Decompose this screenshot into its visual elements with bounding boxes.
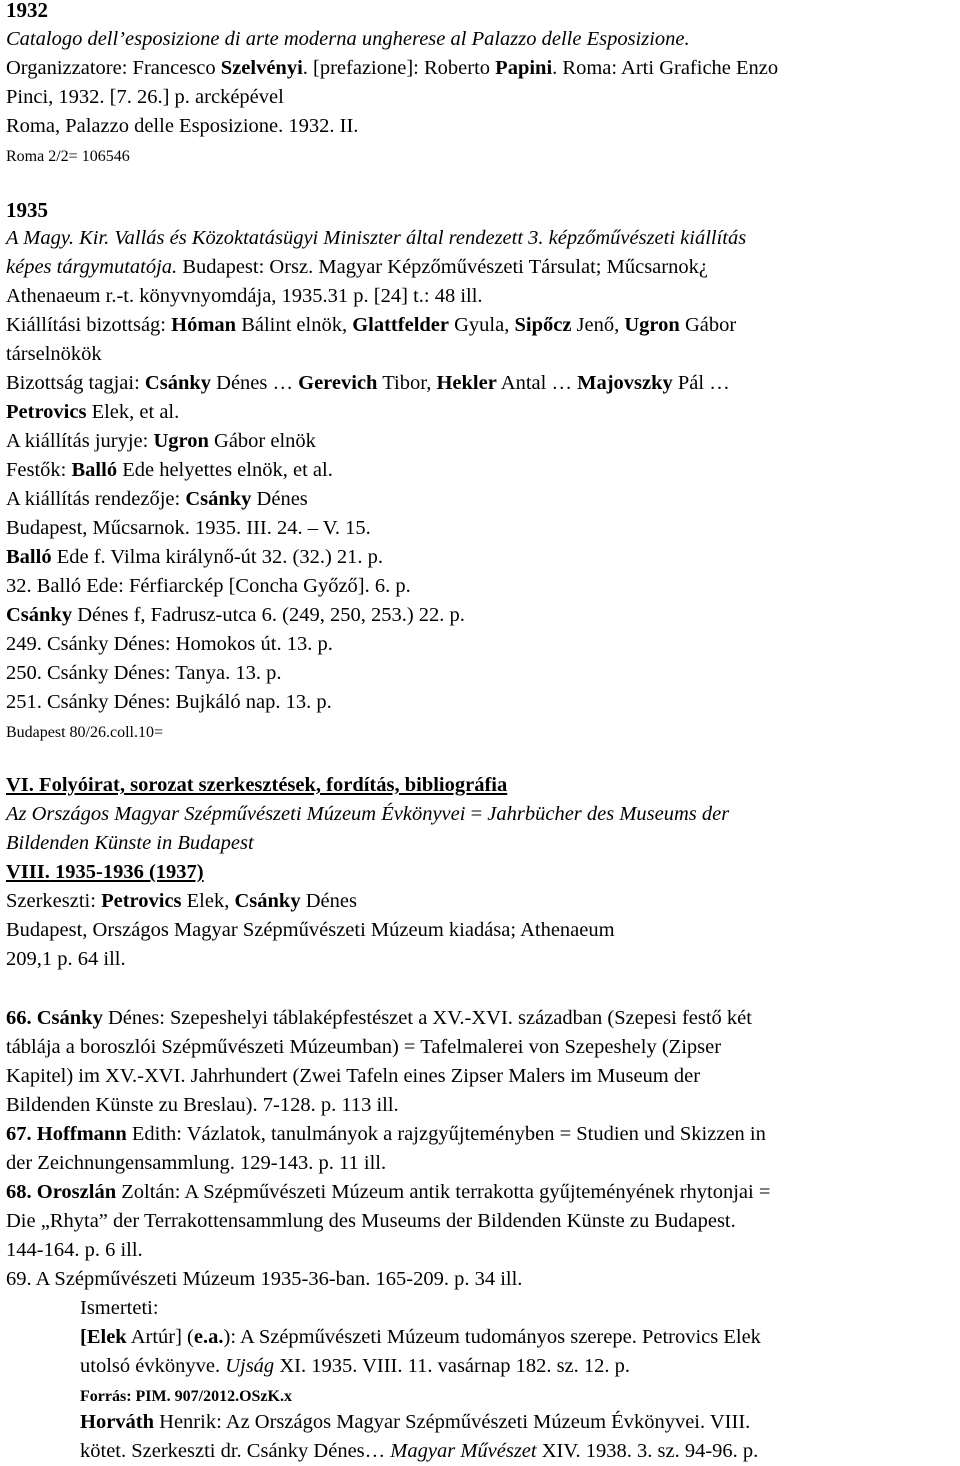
- article-66-cont: Kapitel) im XV.-XVI. Jahrhundert (Zwei Tafeln eines Zipser Malers im Museum der: [6, 1065, 701, 1087]
- article-68-cont: Die „Rhyta” der Terrakottensammlung des Museums der Bildenden Künste zu Budapest.: [6, 1210, 736, 1232]
- artwork-entry: 32. Balló Ede: Férfiarckép [Concha Győző]. 6. p.: [6, 575, 411, 597]
- venue-date-line: Budapest, Műcsarnok. 1935. III. 24. – V. 15.: [6, 517, 371, 539]
- article-67: 67. Hoffmann Edith: Vázlatok, tanulmányok a rajzgyűjteményben = Studien und Skizzen in: [6, 1123, 766, 1145]
- article-68-cont: 144-164. p. 6 ill.: [6, 1239, 143, 1261]
- members-line-cont: Petrovics Elek, et al.: [6, 401, 180, 423]
- committee-line-cont: társelnökök: [6, 343, 102, 365]
- imprint-line: Pinci, 1932. [7. 26.] p. arcképével: [6, 86, 284, 108]
- review-entry: Horváth Henrik: Az Országos Magyar Szépművészeti Múzeum Évkönyvei. VIII.: [80, 1411, 751, 1433]
- artwork-entry: 249. Csánky Dénes: Homokos út. 13. p.: [6, 633, 333, 655]
- publisher-line: Budapest, Országos Magyar Szépművészeti Múzeum kiadása; Athenaeum: [6, 919, 615, 941]
- imprint-line: Athenaeum r.-t. könyvnyomdája, 1935.31 p. [24] t.: 48 ill.: [6, 285, 483, 307]
- section-heading: VI. Folyóirat, sorozat szerkesztések, fordítás, bibliográfia: [6, 774, 508, 796]
- source-line: Forrás: PIM. 907/2012.OSzK.x: [80, 1388, 292, 1405]
- review-entry-cont: utolsó évkönyve. Ujság XI. 1935. VIII. 11. vasárnap 182. sz. 12. p.: [80, 1355, 631, 1377]
- review-label: Ismerteti:: [80, 1297, 159, 1319]
- exhibition-title-line-1: A Magy. Kir. Vallás és Közoktatásügyi Miniszter által rendezett 3. képzőművészeti kiállítás: [6, 227, 747, 249]
- artist-entry: Csánky Dénes f, Fadrusz-utca 6. (249, 250, 253.) 22. p.: [6, 604, 465, 626]
- review-entry-cont: kötet. Szerkeszti dr. Csánky Dénes… Magyar Művészet XIV. 1938. 3. sz. 94-96. p.: [80, 1440, 759, 1462]
- article-67-cont: der Zeichnungensammlung. 129-143. p. 11 ill.: [6, 1152, 387, 1174]
- volume-heading: VIII. 1935-1936 (1937): [6, 861, 204, 883]
- artist-entry: Balló Ede f. Vilma királynő-út 32. (32.) 21. p.: [6, 546, 384, 568]
- shelfmark-line: Budapest 80/26.coll.10=: [6, 724, 164, 741]
- article-69: 69. A Szépművészeti Múzeum 1935-36-ban. 165-209. p. 34 ill.: [6, 1268, 523, 1290]
- exhibition-title-line-2: képes tárgymutatója. Budapest: Orsz. Magyar Képzőművészeti Társulat; Műcsarnok¿: [6, 256, 708, 278]
- painters-line: Festők: Balló Ede helyettes elnök, et al.: [6, 459, 333, 481]
- year-heading-1932: 1932: [6, 0, 48, 22]
- members-line: Bizottság tagjai: Csánky Dénes … Gerevich Tibor, Hekler Antal … Majovszky Pál …: [6, 372, 730, 394]
- artwork-entry: 251. Csánky Dénes: Bujkáló nap. 13. p.: [6, 691, 332, 713]
- person-name: Papini: [495, 57, 553, 79]
- article-66-cont: Bildenden Künste zu Breslau). 7-128. p. 113 ill.: [6, 1094, 399, 1116]
- review-entry: [Elek Artúr] (e.a.): A Szépművészeti Múzeum tudományos szerepe. Petrovics Elek: [80, 1326, 761, 1348]
- year-heading-1935: 1935: [6, 198, 48, 222]
- jury-line: A kiállítás juryje: Ugron Gábor elnök: [6, 430, 316, 452]
- person-name: Szelvényi: [220, 57, 303, 79]
- shelfmark-line: Roma 2/2= 106546: [6, 148, 130, 165]
- extent-line: 209,1 p. 64 ill.: [6, 948, 126, 970]
- article-66-cont: táblája a boroszlói Szépművészeti Múzeumban) = Tafelmalerei von Szepeshely (Zipser: [6, 1036, 722, 1058]
- journal-title-cont: Bildenden Künste in Budapest: [6, 832, 254, 854]
- artwork-entry: 250. Csánky Dénes: Tanya. 13. p.: [6, 662, 282, 684]
- catalog-title-1932: Catalogo dell’esposizione di arte moderna ungherese al Palazzo delle Esposizione.: [6, 28, 690, 50]
- journal-title: Az Országos Magyar Szépművészeti Múzeum Évkönyvei = Jahrbücher des Museums der: [6, 803, 730, 825]
- organizer-line: Organizzatore: Francesco Szelvényi. [prefazione]: Roberto Papini. Roma: Arti Grafiche Enzo: [6, 57, 779, 79]
- venue-line: Roma, Palazzo delle Esposizione. 1932. II.: [6, 115, 359, 137]
- committee-line: Kiállítási bizottság: Hóman Bálint elnök, Glattfelder Gyula, Sipőcz Jenő, Ugron Gábor: [6, 314, 737, 336]
- article-66: 66. Csánky Dénes: Szepeshelyi táblaképfestészet a XV.-XVI. században (Szepesi festő két: [6, 1007, 752, 1029]
- organizer-line: A kiállítás rendezője: Csánky Dénes: [6, 488, 308, 510]
- editors-line: Szerkeszti: Petrovics Elek, Csánky Dénes: [6, 890, 357, 912]
- article-68: 68. Oroszlán Zoltán: A Szépművészeti Múzeum antik terrakotta gyűjteményének rhytonjai =: [6, 1181, 771, 1203]
